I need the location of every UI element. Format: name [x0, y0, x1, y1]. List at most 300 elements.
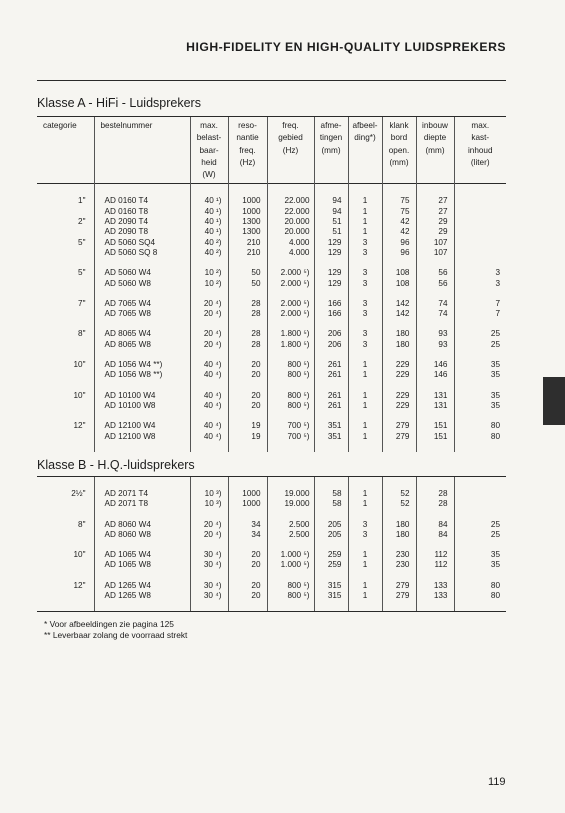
cell-baffle-opening: 75	[382, 207, 416, 217]
spacer-cell	[416, 442, 454, 452]
cell-freq-range: 800 ⁵)	[267, 370, 314, 380]
cell-mounting-depth: 133	[416, 581, 454, 591]
spacer-cell	[348, 510, 382, 520]
cell-order-number: AD 2071 T8	[94, 499, 190, 509]
cell-dimensions: 58	[314, 499, 348, 509]
cell-order-number: AD 1265 W4	[94, 581, 190, 591]
cell-order-number: AD 2071 T4	[94, 489, 190, 499]
cell-figure: 3	[348, 520, 382, 530]
spacer-cell	[314, 411, 348, 421]
spacer-cell	[382, 442, 416, 452]
cell-mounting-depth: 56	[416, 268, 454, 278]
cell-category	[37, 560, 94, 570]
table-row	[37, 268, 506, 278]
cell-figure: 3	[348, 329, 382, 339]
spacer-cell	[228, 411, 267, 421]
cell-figure: 1	[348, 581, 382, 591]
cell-max-cabinet-volume: 80	[454, 432, 506, 442]
cell-figure: 3	[348, 248, 382, 258]
cell-max-cabinet-volume	[454, 196, 506, 206]
table-row	[37, 520, 506, 530]
row-spacer	[37, 289, 506, 299]
class-a-table-body	[37, 184, 506, 452]
spacer-cell	[348, 319, 382, 329]
cell-mounting-depth: 107	[416, 238, 454, 248]
cell-mounting-depth: 131	[416, 391, 454, 401]
cell-max-cabinet-volume: 25	[454, 329, 506, 339]
table-row	[37, 499, 506, 509]
cell-category: 12"	[73, 421, 86, 431]
spacer-cell	[348, 601, 382, 611]
spacer-cell	[348, 411, 382, 421]
spacer-cell	[416, 411, 454, 421]
spacer-cell	[267, 184, 314, 197]
cell-resonance-freq: 1000	[228, 499, 267, 509]
cell-max-load: 20 ⁴)	[190, 329, 228, 339]
spacer-cell	[94, 510, 190, 520]
side-index-tab	[543, 377, 565, 425]
cell-dimensions: 129	[314, 268, 348, 278]
cell-baffle-opening: 229	[382, 370, 416, 380]
row-spacer	[37, 442, 506, 452]
cell-dimensions: 351	[314, 432, 348, 442]
spacer-cell	[382, 319, 416, 329]
cell-figure: 1	[348, 227, 382, 237]
row-spacer	[37, 258, 506, 268]
cell-figure: 3	[348, 530, 382, 540]
cell-resonance-freq: 20	[228, 401, 267, 411]
cell-baffle-opening: 229	[382, 391, 416, 401]
cell-baffle-opening: 279	[382, 432, 416, 442]
cell-resonance-freq: 1000	[228, 196, 267, 206]
spacer-cell	[382, 258, 416, 268]
cell-freq-range: 4.000	[267, 248, 314, 258]
cell-freq-range: 20.000	[267, 217, 314, 227]
table-row	[37, 421, 506, 431]
spacer-cell	[267, 411, 314, 421]
spacer-cell	[314, 477, 348, 489]
cell-freq-range: 2.000 ⁵)	[267, 299, 314, 309]
spacer-cell	[382, 350, 416, 360]
cell-max-cabinet-volume: 35	[454, 560, 506, 570]
cell-dimensions: 261	[314, 391, 348, 401]
cell-resonance-freq: 34	[228, 530, 267, 540]
cell-baffle-opening: 52	[382, 489, 416, 499]
cell-max-load: 40 ²)	[190, 238, 228, 248]
spacer-cell	[94, 258, 190, 268]
cell-order-number: AD 10100 W4	[94, 391, 190, 401]
cell-figure: 3	[348, 299, 382, 309]
spacer-cell	[382, 477, 416, 489]
cell-figure: 3	[348, 279, 382, 289]
spacer-cell	[37, 601, 94, 611]
cell-category: 5"	[78, 237, 86, 247]
row-spacer	[37, 411, 506, 421]
cell-resonance-freq: 50	[228, 279, 267, 289]
spacer-cell	[228, 350, 267, 360]
spacer-cell	[190, 442, 228, 452]
cell-max-load: 40 ¹)	[190, 207, 228, 217]
cell-baffle-opening: 42	[382, 217, 416, 227]
cell-freq-range: 800 ⁵)	[267, 391, 314, 401]
cell-mounting-depth: 93	[416, 329, 454, 339]
cell-resonance-freq: 1300	[228, 227, 267, 237]
spacer-cell	[348, 258, 382, 268]
cell-resonance-freq: 1000	[228, 207, 267, 217]
cell-dimensions: 166	[314, 299, 348, 309]
cell-category: 10"	[73, 390, 86, 400]
spacer-cell	[416, 540, 454, 550]
spacer-cell	[94, 411, 190, 421]
spacer-cell	[314, 540, 348, 550]
table-row	[37, 591, 506, 601]
cell-freq-range: 20.000	[267, 227, 314, 237]
cell-resonance-freq: 50	[228, 268, 267, 278]
cell-baffle-opening: 142	[382, 309, 416, 319]
cell-max-cabinet-volume: 80	[454, 581, 506, 591]
cell-max-load: 20 ⁴)	[190, 530, 228, 540]
spacer-cell	[94, 381, 190, 391]
class-b-table-body	[37, 477, 506, 611]
cell-mounting-depth: 28	[416, 499, 454, 509]
cell-dimensions: 206	[314, 329, 348, 339]
cell-freq-range: 800 ⁵)	[267, 401, 314, 411]
cell-dimensions: 129	[314, 279, 348, 289]
spacer-cell	[454, 411, 506, 421]
cell-freq-range: 19.000	[267, 489, 314, 499]
cell-freq-range: 2.000 ⁵)	[267, 279, 314, 289]
cell-dimensions: 206	[314, 340, 348, 350]
spacer-cell	[454, 510, 506, 520]
cell-mounting-depth: 74	[416, 299, 454, 309]
spacer-cell	[190, 411, 228, 421]
table-row	[37, 550, 506, 560]
spacer-cell	[348, 571, 382, 581]
cell-max-cabinet-volume	[454, 227, 506, 237]
cell-resonance-freq: 20	[228, 550, 267, 560]
cell-freq-range: 22.000	[267, 196, 314, 206]
cell-order-number: AD 5060 SQ4	[94, 238, 190, 248]
spacer-cell	[94, 350, 190, 360]
table-row	[37, 238, 506, 248]
spacer-cell	[190, 381, 228, 391]
spacer-cell	[454, 258, 506, 268]
cell-category: 8"	[78, 329, 86, 339]
spacer-cell	[37, 350, 94, 360]
spacer-cell	[94, 442, 190, 452]
cell-category: 5"	[78, 268, 86, 278]
cell-category	[37, 499, 94, 509]
cell-baffle-opening: 229	[382, 401, 416, 411]
cell-order-number: AD 1265 W8	[94, 591, 190, 601]
spacer-cell	[382, 289, 416, 299]
spacer-cell	[348, 477, 382, 489]
cell-order-number: AD 8060 W8	[94, 530, 190, 540]
cell-order-number: AD 2090 T4	[94, 217, 190, 227]
spacer-cell	[314, 184, 348, 197]
cell-baffle-opening: 180	[382, 340, 416, 350]
cell-freq-range: 800 ⁵)	[267, 360, 314, 370]
spacer-cell	[348, 381, 382, 391]
cell-baffle-opening: 75	[382, 196, 416, 206]
cell-max-cabinet-volume	[454, 238, 506, 248]
cell-freq-range: 800 ⁵)	[267, 591, 314, 601]
row-spacer	[37, 601, 506, 611]
footnotes	[44, 619, 187, 642]
spacer-cell	[228, 540, 267, 550]
cell-baffle-opening: 279	[382, 581, 416, 591]
cell-baffle-opening: 180	[382, 520, 416, 530]
cell-mounting-depth: 107	[416, 248, 454, 258]
table-row	[37, 401, 506, 411]
spacer-cell	[228, 601, 267, 611]
spacer-cell	[314, 289, 348, 299]
spacer-cell	[190, 258, 228, 268]
spacer-cell	[228, 289, 267, 299]
cell-max-load: 20 ⁴)	[190, 299, 228, 309]
table-row	[37, 432, 506, 442]
cell-mounting-depth: 146	[416, 370, 454, 380]
cell-max-cabinet-volume: 80	[454, 421, 506, 431]
cell-figure: 1	[348, 499, 382, 509]
cell-category	[37, 591, 94, 601]
spacer-cell	[416, 510, 454, 520]
cell-category: 10"	[73, 360, 86, 370]
header-max-load: max. belast- baar- heid (W)	[190, 117, 228, 184]
cell-max-load: 40 ²)	[190, 248, 228, 258]
spacer-cell	[382, 381, 416, 391]
cell-max-load: 40 ⁴)	[190, 421, 228, 431]
class-b-spec-table	[37, 477, 506, 611]
cell-resonance-freq: 1000	[228, 489, 267, 499]
cell-resonance-freq: 28	[228, 329, 267, 339]
cell-max-cabinet-volume: 25	[454, 530, 506, 540]
cell-category	[37, 432, 94, 442]
cell-figure: 1	[348, 391, 382, 401]
cell-max-cabinet-volume	[454, 207, 506, 217]
footnote-1: * Voor afbeeldingen zie pagina 125	[44, 619, 174, 629]
cell-resonance-freq: 20	[228, 391, 267, 401]
table-row	[37, 560, 506, 570]
cell-freq-range: 1.000 ⁵)	[267, 550, 314, 560]
row-spacer	[37, 571, 506, 581]
cell-dimensions: 129	[314, 248, 348, 258]
class-a-spec-table	[37, 117, 506, 452]
cell-max-load: 30 ⁴)	[190, 581, 228, 591]
cell-freq-range: 700 ⁵)	[267, 432, 314, 442]
cell-order-number: AD 0160 T8	[94, 207, 190, 217]
cell-dimensions: 129	[314, 238, 348, 248]
cell-resonance-freq: 28	[228, 299, 267, 309]
spacer-cell	[314, 381, 348, 391]
cell-mounting-depth: 151	[416, 432, 454, 442]
cell-order-number: AD 5060 SQ 8	[94, 248, 190, 258]
cell-freq-range: 4.000	[267, 238, 314, 248]
cell-mounting-depth: 84	[416, 520, 454, 530]
cell-freq-range: 1.800 ⁵)	[267, 340, 314, 350]
spacer-cell	[314, 510, 348, 520]
cell-baffle-opening: 229	[382, 360, 416, 370]
cell-resonance-freq: 20	[228, 370, 267, 380]
spacer-cell	[190, 350, 228, 360]
cell-max-load: 20 ⁴)	[190, 340, 228, 350]
cell-max-cabinet-volume: 35	[454, 550, 506, 560]
spacer-cell	[348, 442, 382, 452]
cell-max-cabinet-volume	[454, 217, 506, 227]
table-row	[37, 279, 506, 289]
spacer-cell	[454, 289, 506, 299]
spacer-cell	[94, 540, 190, 550]
cell-figure: 3	[348, 238, 382, 248]
spacer-cell	[94, 571, 190, 581]
cell-resonance-freq: 20	[228, 560, 267, 570]
cell-figure: 1	[348, 489, 382, 499]
cell-category	[37, 309, 94, 319]
header-max-cabinet-volume: max. kast- inhoud (liter)	[454, 117, 506, 184]
spacer-cell	[94, 477, 190, 489]
cell-dimensions: 51	[314, 217, 348, 227]
cell-figure: 1	[348, 421, 382, 431]
spacer-cell	[314, 601, 348, 611]
cell-baffle-opening: 230	[382, 560, 416, 570]
spacer-cell	[190, 540, 228, 550]
spacer-cell	[267, 350, 314, 360]
cell-freq-range: 2.000 ⁵)	[267, 309, 314, 319]
spacer-cell	[190, 510, 228, 520]
spacer-cell	[228, 477, 267, 489]
row-spacer	[37, 540, 506, 550]
cell-order-number: AD 1056 W8 **)	[94, 370, 190, 380]
page-header-title: HIGH-FIDELITY EN HIGH-QUALITY LUIDSPREKERS	[186, 40, 506, 54]
row-spacer	[37, 510, 506, 520]
cell-mounting-depth: 93	[416, 340, 454, 350]
cell-mounting-depth: 131	[416, 401, 454, 411]
footnote-2: ** Leverbaar zolang de voorraad strekt	[44, 630, 188, 641]
spacer-cell	[454, 601, 506, 611]
row-spacer	[37, 184, 506, 197]
cell-max-cabinet-volume	[454, 499, 506, 509]
table-row	[37, 227, 506, 237]
cell-mounting-depth: 84	[416, 530, 454, 540]
spacer-cell	[190, 289, 228, 299]
cell-order-number: AD 1065 W8	[94, 560, 190, 570]
spacer-cell	[190, 571, 228, 581]
cell-resonance-freq: 19	[228, 421, 267, 431]
cell-max-cabinet-volume: 3	[454, 279, 506, 289]
cell-baffle-opening: 108	[382, 268, 416, 278]
spacer-cell	[416, 601, 454, 611]
spacer-cell	[190, 477, 228, 489]
spacer-cell	[37, 442, 94, 452]
header-freq-range: freq. gebied (Hz)	[267, 117, 314, 184]
cell-resonance-freq: 210	[228, 238, 267, 248]
cell-resonance-freq: 20	[228, 360, 267, 370]
spacer-cell	[314, 319, 348, 329]
cell-baffle-opening: 230	[382, 550, 416, 560]
cell-order-number: AD 2090 T8	[94, 227, 190, 237]
spacer-cell	[416, 350, 454, 360]
header-resonance-freq: reso- nantie freq. (Hz)	[228, 117, 267, 184]
spacer-cell	[190, 319, 228, 329]
spacer-cell	[314, 258, 348, 268]
cell-category	[37, 279, 94, 289]
cell-max-load: 30 ⁴)	[190, 560, 228, 570]
spacer-cell	[314, 571, 348, 581]
cell-mounting-depth: 29	[416, 217, 454, 227]
table-row	[37, 391, 506, 401]
cell-order-number: AD 0160 T4	[94, 196, 190, 206]
cell-max-load: 20 ⁴)	[190, 520, 228, 530]
spacer-cell	[348, 289, 382, 299]
cell-dimensions: 315	[314, 591, 348, 601]
cell-dimensions: 94	[314, 196, 348, 206]
cell-category	[37, 530, 94, 540]
cell-category	[37, 340, 94, 350]
cell-resonance-freq: 19	[228, 432, 267, 442]
spacer-cell	[267, 442, 314, 452]
cell-dimensions: 259	[314, 550, 348, 560]
cell-max-cabinet-volume	[454, 248, 506, 258]
cell-max-load: 30 ⁴)	[190, 591, 228, 601]
cell-category: 2½"	[71, 489, 86, 498]
spacer-cell	[37, 289, 94, 299]
spacer-cell	[267, 381, 314, 391]
cell-resonance-freq: 34	[228, 520, 267, 530]
cell-figure: 1	[348, 401, 382, 411]
table-row	[37, 340, 506, 350]
cell-category	[37, 227, 94, 237]
cell-figure: 1	[348, 360, 382, 370]
cell-freq-range: 1.800 ⁵)	[267, 329, 314, 339]
cell-mounting-depth: 29	[416, 227, 454, 237]
table-row	[37, 530, 506, 540]
cell-order-number: AD 12100 W8	[94, 432, 190, 442]
cell-max-cabinet-volume: 35	[454, 370, 506, 380]
spacer-cell	[416, 381, 454, 391]
spacer-cell	[267, 477, 314, 489]
cell-resonance-freq: 1300	[228, 217, 267, 227]
spacer-cell	[314, 350, 348, 360]
cell-max-load: 10 ³)	[190, 499, 228, 509]
cell-category: 1"	[78, 196, 86, 206]
row-spacer	[37, 381, 506, 391]
cell-max-cabinet-volume: 7	[454, 299, 506, 309]
spacer-cell	[267, 510, 314, 520]
spacer-cell	[416, 319, 454, 329]
cell-freq-range: 2.500	[267, 520, 314, 530]
cell-figure: 1	[348, 432, 382, 442]
spacer-cell	[267, 258, 314, 268]
cell-freq-range: 800 ⁵)	[267, 581, 314, 591]
cell-max-load: 40 ⁴)	[190, 360, 228, 370]
cell-dimensions: 58	[314, 489, 348, 499]
cell-category: 7"	[78, 298, 86, 308]
spacer-cell	[94, 289, 190, 299]
cell-max-load: 10 ²)	[190, 279, 228, 289]
table-row	[37, 207, 506, 217]
cell-baffle-opening: 42	[382, 227, 416, 237]
cell-order-number: AD 5060 W8	[94, 279, 190, 289]
table-row	[37, 489, 506, 499]
cell-baffle-opening: 279	[382, 421, 416, 431]
cell-max-load: 20 ⁴)	[190, 309, 228, 319]
cell-category	[37, 207, 94, 217]
section-title-class-b: Klasse B - H.Q.-luidsprekers	[37, 458, 195, 472]
table-row	[37, 248, 506, 258]
spacer-cell	[454, 540, 506, 550]
row-spacer	[37, 350, 506, 360]
spacer-cell	[454, 184, 506, 197]
